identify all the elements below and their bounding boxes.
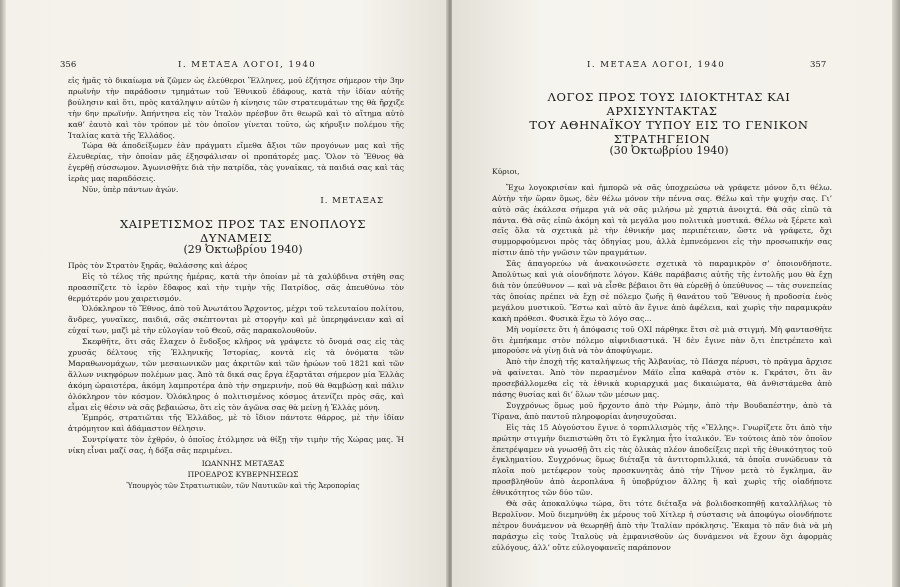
section-date: (30 Ὀκτωβρίου 1940) (609, 144, 729, 157)
paragraph: Τώρα θὰ ἀποδείξωμεν ἐὰν πράγματι εἴμεθα ἄξιοι τῶν προγόνων μας καὶ τῆς ἐλευθερίας, τὴν ὁποίαν μᾶς ἐξησφάλισαν οἱ προπάτορές μας. Ὅλον τὸ Ἔθνος θὰ ἐγερθῇ σύσσωμον. Ἀγωνισθῆτε διὰ τὴν πατρίδα, τὰς γυναῖκας, τὰ παιδιά σας καὶ τὰς ἱερὰς μας παραδόσεις. (68, 141, 404, 184)
section-heading-line-2: ΤΟΥ ΑΘΗΝΑΪΚΟΥ ΤΥΠΟΥ ΕΙΣ ΤΟ ΓΕΝΙΚΟΝ ΣΤΡΑΤΗΓΕΙΟΝ (529, 118, 809, 146)
right-text-block (492, 90, 832, 554)
paragraph: Συγχρόνως ὅμως μοῦ ἤρχοντο ἀπὸ τὴν Ρώμην, ἀπὸ τὴν Βουδαπέστην, ἀπὸ τὰ Τίρανα, ἀπὸ παντοῦ πληροφορίαι ἀνησυχοῦσαι. (492, 400, 832, 421)
closing-name: ΙΩΑΝΝΗΣ ΜΕΤΑΞΑΣ (201, 459, 285, 469)
left-page (0, 0, 448, 587)
closing-role: Ὑπουργὸς τῶν Στρατιωτικῶν, τῶν Ναυτικῶν καὶ τῆς Ἀεροπορίας (126, 481, 360, 490)
section-heading-line-1: ΛΟΓΟΣ ΠΡΟΣ ΤΟΥΣ ΙΔΙΟΚΤΗΤΑΣ ΚΑΙ ΑΡΧΙΣΥΝΤΑΚΤΑΣ (547, 90, 791, 118)
salutation: Κύριοι, (492, 166, 520, 176)
left-page-edge (0, 0, 6, 587)
page-number: 357 (810, 60, 827, 70)
section-heading: ΧΑΙΡΕΤΙΣΜΟΣ ΠΡΟΣ ΤΑΣ ΕΝΟΠΛΟΥΣ ΔΥΝΑΜΕΙΣ (119, 216, 366, 245)
running-head: Ι. ΜΕΤΑΞΑ ΛΟΓΟΙ, 1940 (587, 60, 726, 70)
paragraph: Νῦν, ὑπὲρ πάντων ἀγών. (82, 185, 179, 195)
page-number: 356 (60, 60, 77, 70)
running-head: Ι. ΜΕΤΑΞΑ ΛΟΓΟΙ, 1940 (178, 60, 317, 70)
paragraph: Μὴ νομίσετε ὅτι ἡ ἀπόφασις τοῦ ΟΧΙ πάρθηκε ἔτσι σὲ μιὰ στιγμή. Μὴ φαντασθῆτε ὅτι ἐμπήκαμε στὸν πόλεμο αἰφνιδιαστικά. Ἡ δὲν ἔγινε πὰν ὅ,τι ἐπετρέπετο καὶ μπορούσε νὰ γίνῃ διὰ νὰ τὸν ἀποφύγωμε. (492, 324, 832, 356)
paragraph: Σᾶς ἀπαγορεύω νὰ ἀνακοινώσετε σχετικὰ τὸ παραμικρὸν σ’ ὁποιονδήποτε. Ἀπολύτως καὶ γιὰ οἱονδήποτε λόγον. Κάθε παράβασις αὐτῆς τῆς ἐντολῆς μου θὰ ἔχῃ διὰ τὸν ὑπεύθυνον — καὶ νὰ εἶσθε βέβαιοι ὅτι θὰ εὑρεθῇ ὁ ὑπεύθυνος — τὰς συνεπείας τὰς ὁποίας πρέπει νὰ ἔχῃ σὲ πόλεμο ζωῆς ἢ θανάτου τοῦ Ἔθνους ἡ προδοσία ἑνὸς μεγάλου μυστικοῦ. Ἔστω καὶ αὐτὸ ἂν ἔγινε ἀπὸ ἀφέλεια, καὶ χωρὶς τὴν παραμικρὰν κακὴ πρόθεσι. Φυσικὰ ἔχω τὸ λόγο σας... (492, 259, 832, 323)
paragraph: Σκεφθῆτε, ὅτι σᾶς ἔλαχεν ὁ ἔνδοξος κλῆρος νὰ γράψετε τὸ ὄνομά σας εἰς τὰς χρυσᾶς δέλτους τῆς Ἑλληνικῆς Ἱστορίας, κοντὰ εἰς τὰ ὀνόματα τῶν Μαραθωνομάχων, τῶν μεσαιωνικῶν μας ἀκριτῶν καὶ τῶν ἡρώων τοῦ 1821 καὶ τῶν ἄλλων νικηφόρων πολέμων μας. Ἀπὸ τὰ δικά σας ἔργα ἐξαρτᾶται σήμερον μία Ἑλλὰς ἀκόμη ὡραιοτέρα, ἀκόμη λαμπροτέρα ἀπὸ τὴν σημερινήν, ποῦ θὰ θαμβώσῃ καὶ πάλιν ὁλόκληρον τὸν κόσμον. Ὁλόκληρος ὁ πολιτισμένος κόσμος ἀτενίζει πρὸς σᾶς, καὶ εἶμαι εἰς θέσιν νὰ σᾶς βεβαιώσω, ὅτι εἰς τὸν ἀγῶνα σας θὰ μείνῃ ἡ Ἑλλὰς μόνη. (68, 337, 404, 412)
paragraph: Ὁλόκληρον τὸ Ἔθνος, ἀπὸ τοῦ Ἀνωτάτου Ἄρχοντος, μέχρι τοῦ τελευταίου πολίτου, ἄνδρες, γυναῖκες, παιδιά, σᾶς σκέπτονται μὲ στοργὴν καὶ μὲ ὑπερηφάνειαν καὶ αἱ εὐχαί των, μαζὶ μὲ τὴν εὐλογίαν τοῦ Θεοῦ, σᾶς παρακολουθοῦν. (68, 304, 404, 336)
paragraph: Ἐμπρός, στρατιῶται τῆς Ἑλλάδος, μὲ τὸ ἴδιον πάντοτε θάρρος, μὲ τὴν ἰδίαν ἀτρόμητον καὶ ἀδάμαστον θέλησιν. (68, 413, 404, 434)
salutation: Πρὸς τὸν Στρατὸν ξηρᾶς, θαλάσσης καὶ ἀέρος (68, 260, 248, 270)
signature: Ι. ΜΕΤΑΞΑΣ (320, 195, 384, 206)
paragraph: Συντρίψατε τὸν ἐχθρόν, ὁ ὁποῖος ἐτόλμησε νὰ θίξῃ τὴν τιμὴν τῆς Χώρας μας. Ἡ νίκη εἶναι μαζί σας, ἡ δόξα σᾶς περιμένει. (68, 435, 404, 456)
right-page (452, 0, 900, 587)
right-page-edge (892, 0, 900, 587)
paragraph: Εἰς τὰς 15 Αὐγούστου ἔγινε ὁ τορπιλλισμὸς τῆς «Ἕλλης». Γνωρίζετε ὅτι ἀπὸ τὴν πρώτην στιγμὴν διεπιστώθη ὅτι τὸ ἔγκλημα ἦτο ἰταλικόν. Ἐν τούτοις ἀπὸ τὸν ὁποῖον ἐπετρέψαμεν νὰ γνωσθῇ ὅτι εἰς τὰς ὁλικὰς πλέον ἀποδείξεις περὶ τῆς ἐθνικότητος τοῦ ἐγκληματίου. Συγχρόνως ὅμως διέταξα τὰ ἀντιτορπιλλικά, τὰ ὁποῖα συνώδευαν τὰ πλοῖα ποὺ μετέφερον τοὺς προσκυνητὰς ἀπὸ τὴν Τῆνον μετὰ τὸ ἔγκλημα, ἂν προσβληθοῦν ἀπὸ ἀεροπλάνα ἢ ὑποβρύχιον ἄλλης ἢ καὶ χωρὶς τῆς οἱαδήποτε ἐθνικότητος τῶν δύο τῶν. (492, 422, 832, 498)
paragraph: εἰς ἡμᾶς τὸ δικαίωμα νὰ ζῶμεν ὡς ἐλεύθεροι Ἕλληνες, μοῦ ἐζήτησε σήμερον τὴν 3ην πρωϊνὴν τὴν παράδοσιν τμημάτων τοῦ Ἐθνικοῦ ἐδάφους, κατὰ τὴν ἰδίαν αὐτῆς βούλησιν καὶ ὅτι, πρὸς κατάληψιν αὐτῶν ἡ κίνησις τῶν στρατευμάτων της θὰ ἤρχιζε τὴν 6ην πρωϊνήν. Ἀπήντησα εἰς τὸν Ἰταλὸν πρέσβυν ὅτι θεωρῶ καὶ τὸ αἴτημα αὐτὸ καθ’ ἑαυτὸ καὶ τὸν τρόπον μὲ τὸν ὁποῖον γίνεται τοῦτο, ὡς κήρυξιν πολέμου τῆς Ἰταλίας κατὰ τῆς Ἑλλάδος. (68, 76, 404, 140)
paragraph: Εἰς τὸ τέλος τῆς πρώτης ἡμέρας, κατὰ τὴν ὁποίαν μὲ τὰ χαλύβδινα στήθη σας προασπίζετε τὸ ἱερὸν ἔδαφος καὶ τὴν τιμὴν τῆς Πατρίδος, σᾶς ἀπευθύνω τὸν θερμότερόν μου χαιρετισμόν. (68, 271, 404, 303)
paragraph: Ἀπὸ τὴν ἐποχὴ τῆς καταλήψεως τῆς Ἀλβανίας, τὸ Πάσχα πέρυσι, τὸ πρᾶγμα ἄρχισε νὰ φαίνεται. Ἀπὸ τὸν περασμένον Μάϊο εἶπα καθαρὰ στὸν κ. Γκράτσι, ὅτι ἂν προσεβάλλομεθα εἰς τὰ ἐθνικὰ κυριαρχικά μας δικαιώματα, θὰ ἀνθιστάμεθα ἀπὸ πάσης θυσίας καὶ δι’ ὅλων τῶν μέσων μας. (492, 357, 832, 400)
paragraph: Θὰ σᾶς ἀποκαλύψω τώρα, ὅτι τότε διέταξα νὰ βολιδοσκοπηθῇ καταλλήλως τὸ Βερολῖνον. Μοῦ διεμηνύθη ἐκ μέρους τοῦ Χίτλερ ἡ σύστασις νὰ ἀποφύγω οἱονδήποτε πέτρον δυνάμενον νὰ θεωρηθῇ ἀπὸ τὴν Ἰταλίαν πρόκλησις. Ἔκαμα τὸ πᾶν διὰ νὰ μὴ παράσχω εἰς τοὺς Ἰταλοὺς νὰ ἐμφανισθοῦν ὡς δυνάμενοι νὰ ἔχουν ὅχι ἀφορμὰς εὐλόγους, ἀλλ’ οὔτε εὐλογοφανεῖς παράπονον (492, 499, 832, 552)
section-date: (29 Ὀκτωβρίου 1940) (183, 242, 303, 256)
paragraph: Ἔχω λογοκρισίαν καὶ ἠμπορῶ νὰ σᾶς ὑποχρεώσω νὰ γράφετε μόνον ὅ,τι θέλω. Αὐτὴν τὴν ὥραν ὅμως, δὲν θέλω μόνον τὴν πέννα σας. Θέλω καὶ τὴν ψυχήν σας. Γι’ αὐτὸ σᾶς ἐκάλεσα σήμερα γιὰ νὰ σᾶς μιλήσω μὲ χαρτιὰ ἀνοιχτά. Θὰ σᾶς εἰπῶ τὰ πάντα. Θὰ σᾶς εἰπῶ ἀκόμη καὶ τὰ μεγάλα μου πολιτικὰ μυστικά. Θέλω νὰ ξέρετε καὶ σεῖς ὅλα τὰ σχετικὰ μὲ τὴν ἐθνικήν μας περιπέτειαν, ὥστε νὰ γράφετε, ὄχι συμμορφούμενοι πρὸς τὰς ὁδηγίας μου, ἀλλὰ ἐμπνεόμενοι εἰς τὴν προσωπικήν σας πίστιν ἀπὸ τὴν γνῶσιν τῶν πραγμάτων. (492, 182, 832, 258)
closing-title: ΠΡΟΕΔΡΟΣ ΚΥΒΕΡΝΗΣΕΩΣ (187, 470, 299, 479)
left-text-block (68, 76, 404, 492)
